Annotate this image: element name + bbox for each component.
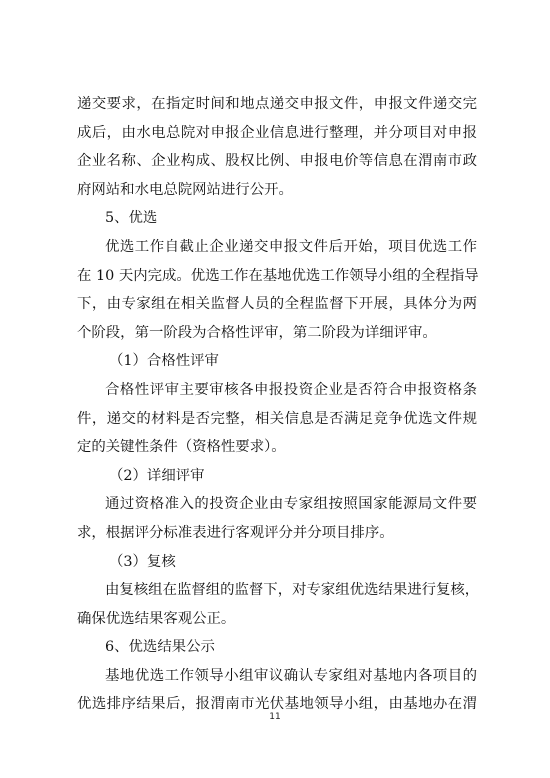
subsection-heading-1: （1）合格性评审 bbox=[109, 353, 219, 370]
paragraph-line: 企业名称、企业构成、股权比例、申报电价等信息在渭南市政 bbox=[77, 153, 477, 170]
paragraph-line: 求，根据评分标准表进行客观评分并分项目排序。 bbox=[77, 524, 394, 541]
paragraph-line: 优选排序结果后，报渭南市光伏基地领导小组，由基地办在渭 bbox=[77, 696, 477, 713]
paragraph-line: 递交要求，在指定时间和地点递交申报文件，申报文件递交完 bbox=[77, 96, 477, 112]
paragraph-line: 定的关键性条件（资格性要求）。 bbox=[77, 439, 286, 456]
document-body bbox=[77, 90, 480, 719]
paragraph-line: 基地优选工作领导小组审议确认专家组对基地内各项目的 bbox=[105, 667, 477, 684]
paragraph-line: 成后，由水电总院对申报企业信息进行整理，并分项目对申报 bbox=[77, 124, 477, 141]
paragraph-line: 由复核组在监督组的监督下，对专家组优选结果进行复核， bbox=[105, 582, 480, 599]
subsection-heading-2: （2）详细评审 bbox=[109, 467, 205, 484]
paragraph-line: 府网站和水电总院网站进行公开。 bbox=[77, 181, 293, 198]
paragraph-line: 件，递交的材料是否完整，相关信息是否满足竞争优选文件规 bbox=[77, 410, 477, 427]
section-heading-5: 5、优选 bbox=[105, 210, 158, 227]
section-heading-6: 6、优选结果公示 bbox=[105, 639, 215, 656]
paragraph-line: 通过资格准入的投资企业由专家组按照国家能源局文件要 bbox=[105, 496, 477, 513]
paragraph-line: 确保优选结果客观公正。 bbox=[77, 610, 236, 627]
paragraph-line: 下，由专家组在相关监督人员的全程监督下开展，具体分为两 bbox=[77, 296, 477, 313]
paragraph-line: 个阶段，第一阶段为合格性评审，第二阶段为详细评审。 bbox=[77, 324, 437, 341]
subsection-heading-3: （3）复核 bbox=[109, 553, 176, 570]
paragraph-line: 优选工作自截止企业递交申报文件后开始，项目优选工作 bbox=[105, 238, 477, 255]
paragraph-line: 合格性评审主要审核各申报投资企业是否符合申报资格条 bbox=[105, 381, 477, 398]
paragraph-line: 在 10 天内完成。优选工作在基地优选工作领导小组的全程指导 bbox=[77, 267, 479, 284]
page-number: 11 bbox=[269, 712, 281, 722]
